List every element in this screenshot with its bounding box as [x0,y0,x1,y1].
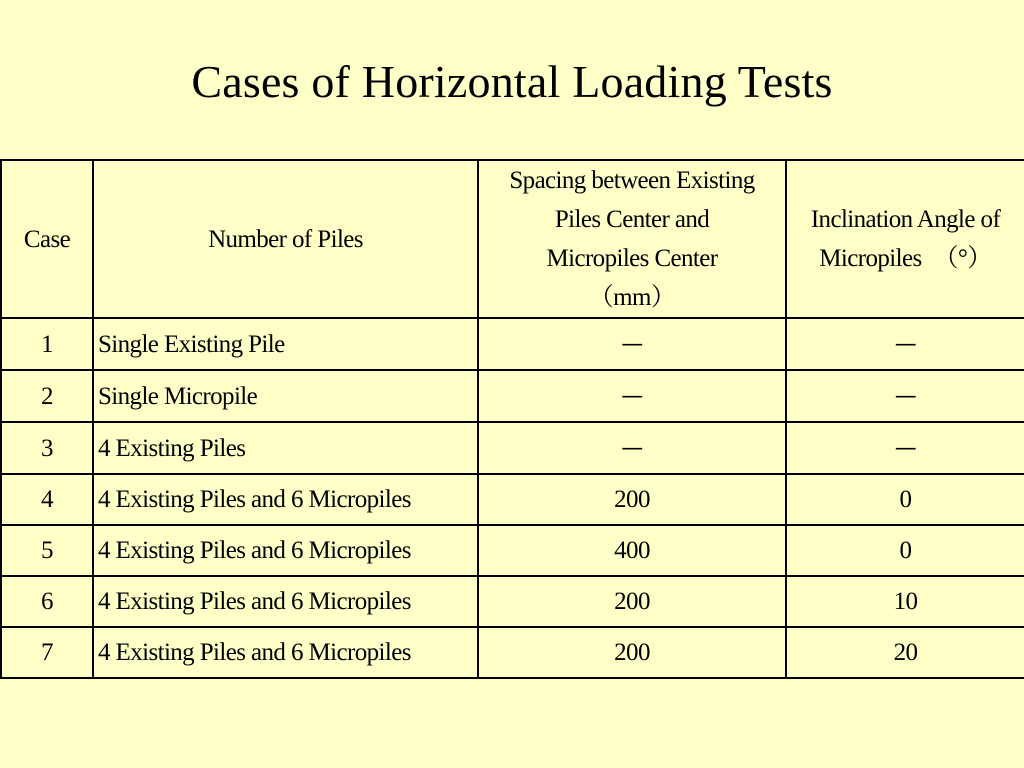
header-spacing-line-1: Spacing between Existing [509,167,755,194]
cell-number-of-piles: Single Existing Pile [93,318,478,370]
header-angle-line-1: Inclination Angle of [810,206,1001,233]
cell-angle [786,370,1024,422]
cell-spacing: 400 [478,525,786,576]
cell-case: 4 [1,474,93,525]
cell-number-of-piles: 4 Existing Piles and 6 Micropiles [93,474,478,525]
cell-angle: 20 [786,627,1024,678]
header-spacing-line-3: Micropiles Center [546,245,718,272]
table-header-row [1,160,1024,318]
table-row [1,318,1024,370]
slide-title: Cases of Horizontal Loading Tests [191,56,833,107]
cell-angle [786,422,1024,474]
cell-spacing [478,422,786,474]
table-row [1,422,1024,474]
loading-tests-table [0,159,1024,679]
cell-spacing: 200 [478,474,786,525]
header-spacing-line-2: Piles Center and [554,206,710,233]
header-case: Case [1,160,93,318]
header-inclination-angle [786,160,1024,318]
cell-spacing: 200 [478,576,786,627]
table-row [1,627,1024,678]
cell-case: 5 [1,525,93,576]
cell-case: 2 [1,370,93,422]
dash-value: — [894,436,917,461]
cell-number-of-piles: 4 Existing Piles and 6 Micropiles [93,576,478,627]
cell-case: 3 [1,422,93,474]
cell-angle: 10 [786,576,1024,627]
cell-angle: 0 [786,525,1024,576]
dash-value: — [621,384,643,409]
dash-value: — [894,332,917,357]
table-row [1,525,1024,576]
cell-case: 6 [1,576,93,627]
table-row [1,474,1024,525]
dash-value: — [621,436,643,461]
dash-value: — [894,384,917,409]
cell-spacing: 200 [478,627,786,678]
dash-value: — [621,332,643,357]
cell-number-of-piles: 4 Existing Piles and 6 Micropiles [93,627,478,678]
header-number-of-piles: Number of Piles [93,160,478,318]
header-angle-line-2: Micropiles （°） [819,245,992,272]
cell-angle: 0 [786,474,1024,525]
cell-number-of-piles: Single Micropile [93,370,478,422]
cell-number-of-piles: 4 Existing Piles and 6 Micropiles [93,525,478,576]
cell-spacing [478,318,786,370]
header-spacing [478,160,786,318]
cell-angle [786,318,1024,370]
cell-number-of-piles: 4 Existing Piles [93,422,478,474]
table-row [1,370,1024,422]
cell-case: 7 [1,627,93,678]
cell-spacing [478,370,786,422]
cell-case: 1 [1,318,93,370]
table-row [1,576,1024,627]
header-spacing-line-4: （mm） [588,284,676,311]
